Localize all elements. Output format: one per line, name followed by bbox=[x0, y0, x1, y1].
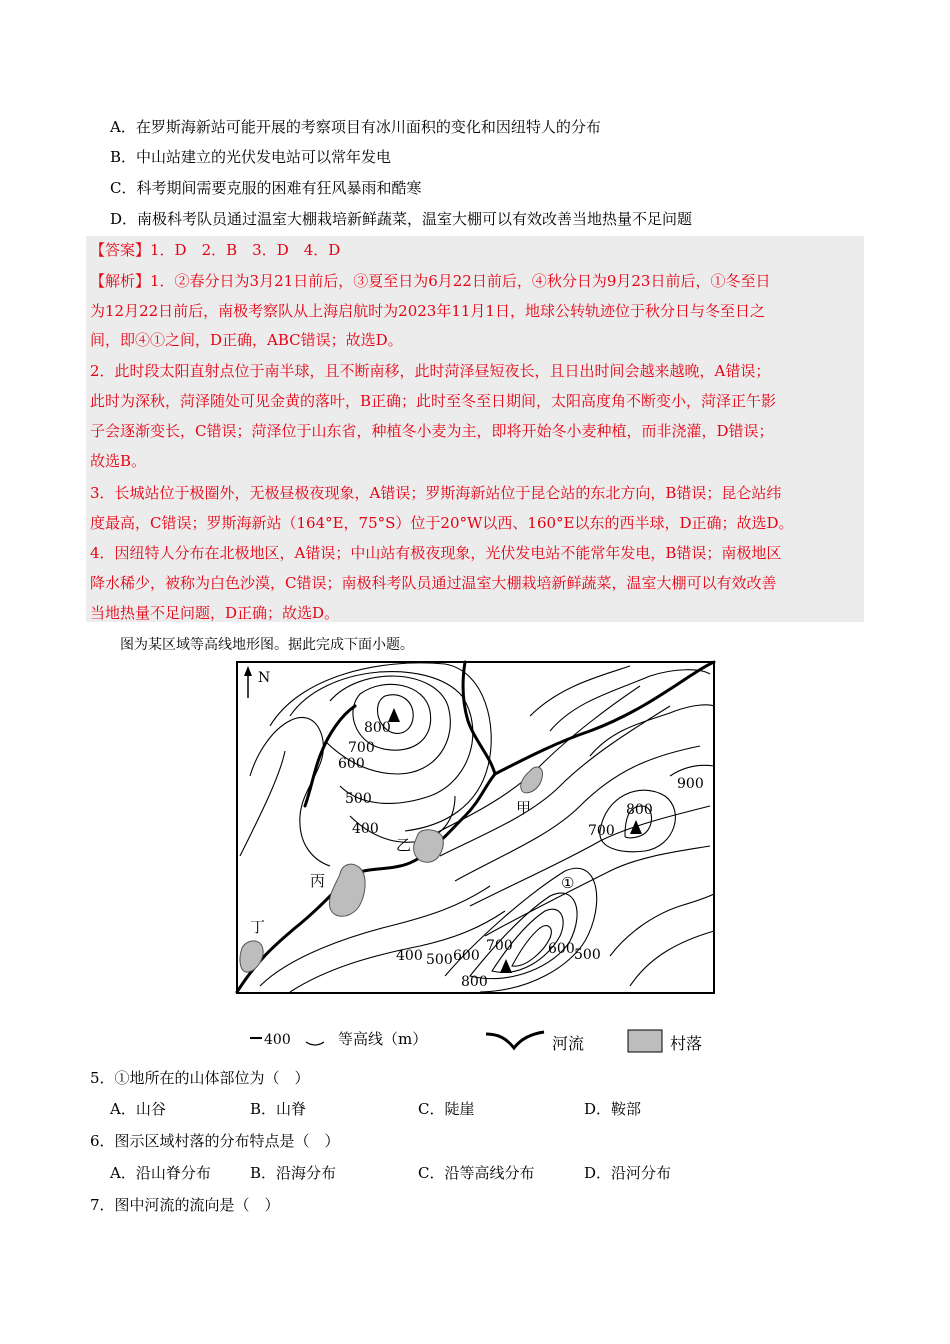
question-6-stem: 6．图示区域村落的分布特点是（ ） bbox=[90, 1132, 340, 1150]
analysis-line: 为12月22日前后，南极考察队从上海启航时为2023年11月1日，地球公转轨迹位于秋分日与冬至日之 bbox=[90, 302, 765, 320]
figure-caption: 图为某区域等高线地形图。据此完成下面小题。 bbox=[120, 637, 414, 653]
contour-lines bbox=[240, 663, 714, 992]
analysis-label: 【解析】 bbox=[90, 272, 151, 290]
village-jia bbox=[521, 767, 543, 793]
q5-option-c: C．陡崖 bbox=[418, 1100, 475, 1118]
analysis-line: 子会逐渐变长，C错误；菏泽位于山东省，种植冬小麦为主，即将开始冬小麦种植，而非浇灌，D错误； bbox=[90, 422, 774, 440]
analysis-line: 降水稀少，被称为白色沙漠，C错误；南极科考队员通过温室大棚栽培新鲜蔬菜，温室大棚可以有效改善 bbox=[90, 574, 777, 592]
analysis-line: 当地热量不足问题，D正确；故选D。 bbox=[90, 604, 340, 622]
analysis-line: 故选B。 bbox=[90, 452, 147, 470]
answer-label: 【答案】 bbox=[90, 241, 151, 259]
q5-option-b: B．山脊 bbox=[250, 1100, 307, 1118]
point-label: ① bbox=[561, 874, 575, 892]
peak-icon bbox=[500, 959, 512, 973]
option-a-prev: A．在罗斯海新站可能开展的考察项目有冰川面积的变化和因纽特人的分布 bbox=[110, 118, 601, 136]
north-label: N bbox=[258, 670, 271, 686]
contour-label: 600 bbox=[548, 941, 575, 957]
contour-label: 600 bbox=[453, 948, 480, 964]
village-label-bing: 丙 bbox=[310, 872, 326, 890]
legend-village-icon bbox=[628, 1030, 662, 1052]
option-b-prev: B．中山站建立的光伏发电站可以常年发电 bbox=[110, 148, 392, 166]
legend-river-icon bbox=[486, 1032, 544, 1048]
contour-label: 500 bbox=[426, 952, 453, 968]
contour-label: 800 bbox=[461, 974, 488, 990]
map-legend bbox=[250, 1030, 702, 1053]
contour-label: 400 bbox=[396, 948, 423, 964]
answer-text: 1．D 2．B 3．D 4．D bbox=[150, 241, 341, 259]
village-label-jia: 甲 bbox=[516, 799, 532, 817]
analysis-line: 此时为深秋，菏泽随处可见金黄的落叶，B正确；此时至冬至日期间，太阳高度角不断变小，菏泽正午影 bbox=[90, 392, 777, 410]
analysis-line: 2．此时段太阳直射点位于南半球，且不断南移，此时菏泽昼短夜长，且日出时间会越来越晚，A错误； bbox=[90, 362, 771, 380]
q6-option-d: D．沿河分布 bbox=[584, 1164, 672, 1182]
contour-label: 500 bbox=[574, 947, 601, 963]
village-ding bbox=[240, 941, 263, 972]
legend-contour-value: 400 bbox=[264, 1032, 291, 1048]
option-c-prev: C．科考期间需要克服的困难有狂风暴雨和酷寒 bbox=[110, 179, 422, 197]
analysis-text: 1．②春分日为3月21日前后，③夏至日为6月22日前后，④秋分日为9月23日前后，①冬至日 bbox=[150, 272, 771, 290]
legend-river-text: 河流 bbox=[552, 1034, 585, 1053]
village-label-ding: 丁 bbox=[250, 918, 266, 936]
legend-village-text: 村落 bbox=[670, 1034, 703, 1053]
peak-icon bbox=[630, 820, 642, 834]
q6-option-a: A．沿山脊分布 bbox=[110, 1164, 211, 1182]
village-label-yi: 乙 bbox=[396, 836, 412, 854]
q5-option-a: A．山谷 bbox=[110, 1100, 166, 1118]
legend-contour-text: 等高线（m） bbox=[338, 1030, 428, 1048]
contour-label: 700 bbox=[588, 823, 615, 839]
contour-label: 600 bbox=[338, 756, 365, 772]
q6-option-c: C．沿等高线分布 bbox=[418, 1164, 535, 1182]
contour-label: 800 bbox=[364, 720, 391, 736]
contour-label: 400 bbox=[352, 821, 379, 837]
q6-option-b: B．沿海分布 bbox=[250, 1164, 337, 1182]
analysis-line: 4．因纽特人分布在北极地区，A错误；中山站有极夜现象，光伏发电站不能常年发电，B错误；南极地区 bbox=[90, 544, 782, 562]
village-bing bbox=[329, 864, 365, 916]
legend-contour-icon bbox=[306, 1042, 324, 1045]
analysis-line: 度最高，C错误；罗斯海新站（164°E，75°S）位于20°W以西、160°E以东的西半球，D正确；故选D。 bbox=[90, 514, 794, 532]
question-7-stem: 7．图中河流的流向是（ ） bbox=[90, 1196, 280, 1214]
answer-line bbox=[90, 235, 866, 265]
contour-label: 700 bbox=[486, 938, 513, 954]
option-d-prev: D．南极科考队员通过温室大棚栽培新鲜蔬菜，温室大棚可以有效改善当地热量不足问题 bbox=[110, 210, 693, 228]
contour-label: 900 bbox=[677, 776, 704, 792]
north-arrowhead-icon bbox=[244, 666, 252, 676]
question-5-stem: 5．①地所在的山体部位为（ ） bbox=[90, 1069, 310, 1087]
river bbox=[237, 662, 714, 992]
contour-label: 800 bbox=[626, 802, 653, 818]
q5-option-d: D．鞍部 bbox=[584, 1100, 642, 1118]
contour-label: 700 bbox=[348, 740, 375, 756]
analysis-line bbox=[90, 266, 866, 296]
contour-map bbox=[230, 656, 720, 1056]
contour-label: 500 bbox=[345, 791, 372, 807]
analysis-line: 3．长城站位于极圈外，无极昼极夜现象，A错误；罗斯海新站位于昆仑站的东北方向，B错误；昆仑站纬 bbox=[90, 484, 782, 502]
village-yi bbox=[414, 830, 444, 863]
analysis-line: 间，即④①之间，D正确，ABC错误；故选D。 bbox=[90, 331, 403, 349]
